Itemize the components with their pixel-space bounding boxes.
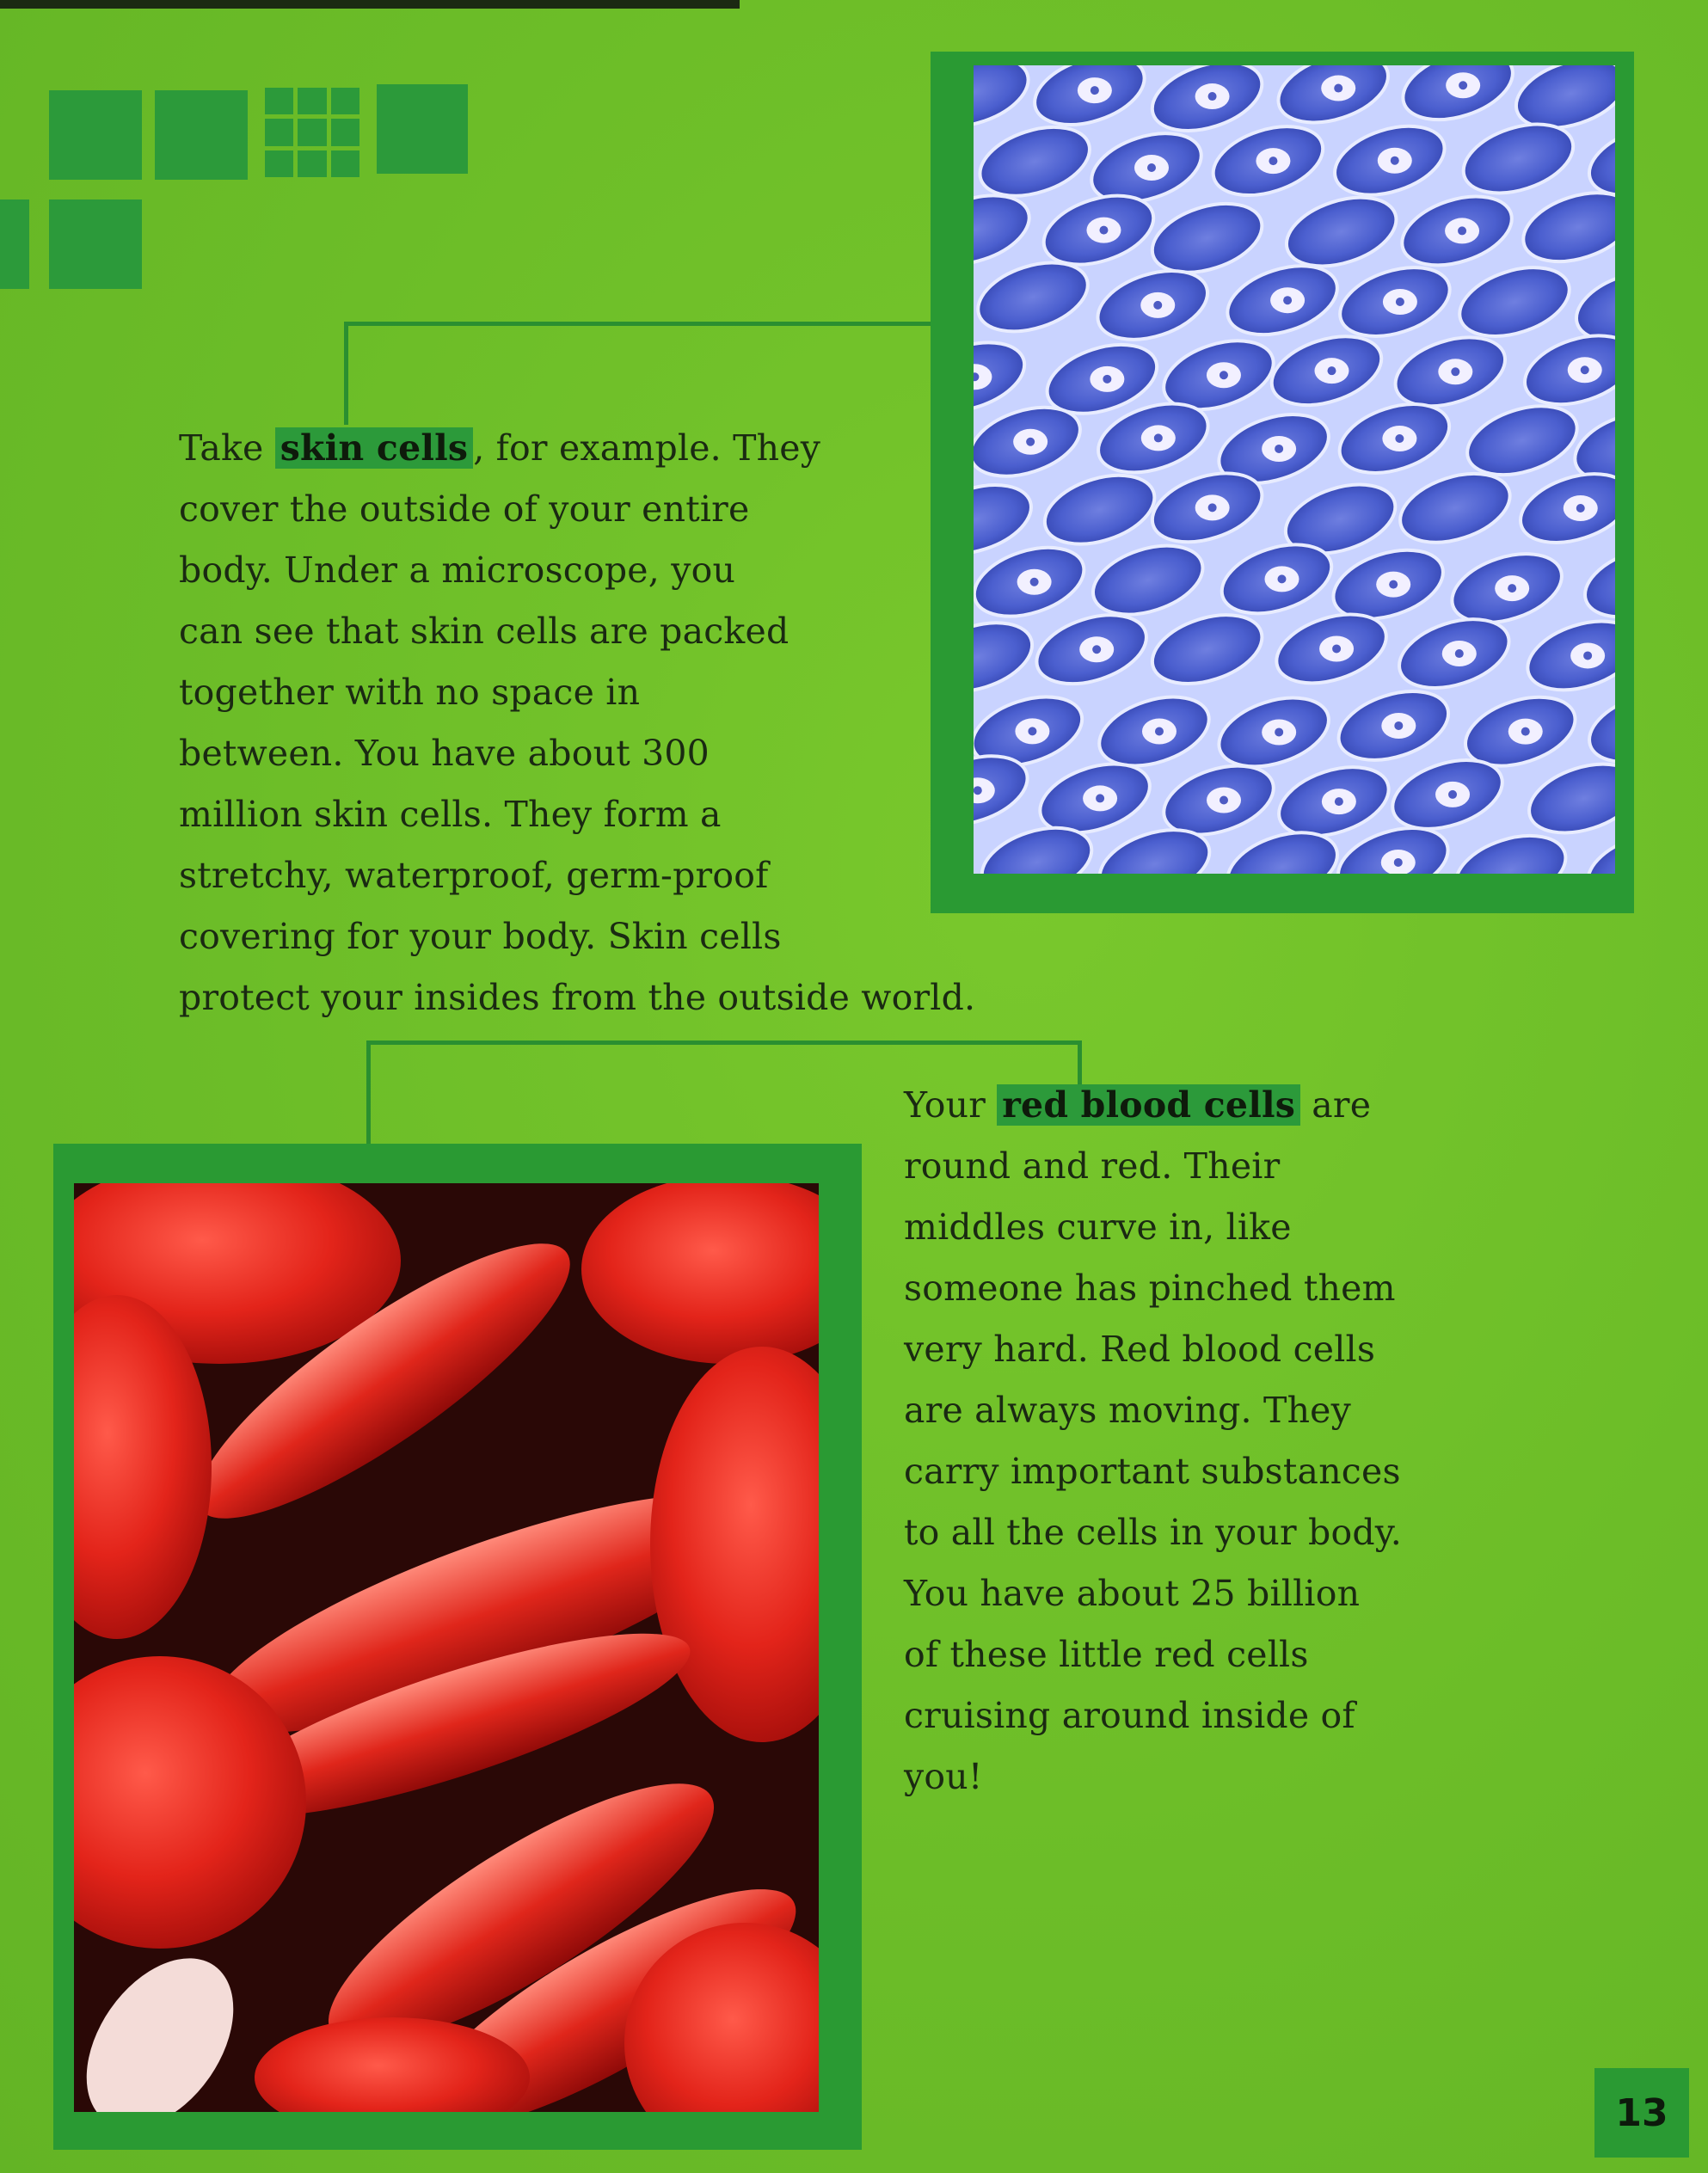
deco-square bbox=[155, 90, 248, 180]
deco-square bbox=[49, 199, 142, 289]
blood-paragraph-line: middles curve in, like bbox=[904, 1206, 1292, 1248]
connector-line bbox=[344, 322, 932, 326]
blood-paragraph-line: cruising around inside of bbox=[904, 1695, 1355, 1736]
connector-line bbox=[344, 322, 348, 425]
skin-paragraph-line bbox=[179, 418, 975, 479]
blood-paragraph-line: carry important substances bbox=[904, 1451, 1401, 1492]
top-edge-shadow bbox=[0, 0, 740, 9]
connector-line bbox=[366, 1040, 371, 1147]
skin-paragraph-line: million skin cells. They form a bbox=[179, 794, 722, 835]
red-blood-cells-photo bbox=[74, 1183, 819, 2112]
skin-paragraph-line: can see that skin cells are packed bbox=[179, 611, 789, 652]
skin-cells-highlight: skin cells bbox=[275, 427, 473, 469]
text-span: Your bbox=[904, 1084, 998, 1126]
text-span: Take bbox=[179, 427, 275, 469]
skin-cells-photo bbox=[974, 65, 1615, 874]
blood-paragraph-line: round and red. Their bbox=[904, 1145, 1281, 1187]
skin-paragraph-line: covering for your body. Skin cells bbox=[179, 916, 782, 957]
skin-paragraph-line: together with no space in bbox=[179, 672, 641, 713]
blood-paragraph-line: You have about 25 billion bbox=[904, 1573, 1361, 1614]
blood-paragraph-line: of these little red cells bbox=[904, 1634, 1309, 1675]
red-blood-cells-highlight: red blood cells bbox=[997, 1084, 1300, 1126]
skin-cells-paragraph bbox=[179, 418, 975, 1028]
blood-paragraph-line: very hard. Red blood cells bbox=[904, 1329, 1376, 1370]
deco-square bbox=[377, 84, 468, 174]
skin-paragraph-line: cover the outside of your entire bbox=[179, 488, 750, 530]
text-span: are bbox=[1300, 1084, 1372, 1126]
page-number: 13 bbox=[1594, 2068, 1689, 2158]
deco-square bbox=[49, 90, 142, 180]
deco-grid-square bbox=[265, 88, 359, 177]
skin-paragraph-line: between. You have about 300 bbox=[179, 733, 710, 774]
blood-paragraph-line: someone has pinched them bbox=[904, 1268, 1396, 1309]
blood-paragraph-line: you! bbox=[904, 1756, 983, 1797]
blood-paragraph-line bbox=[904, 1075, 1402, 1136]
skin-paragraph-line: stretchy, waterproof, germ-proof bbox=[179, 855, 769, 896]
deco-square bbox=[0, 199, 29, 289]
text-span: , for example. They bbox=[473, 427, 821, 469]
skin-paragraph-line: body. Under a microscope, you bbox=[179, 549, 736, 591]
connector-line bbox=[366, 1040, 1082, 1045]
red-blood-cells-paragraph bbox=[904, 1075, 1402, 1808]
skin-paragraph-line: protect your insides from the outside world. bbox=[179, 977, 976, 1018]
blood-paragraph-line: are always moving. They bbox=[904, 1390, 1352, 1431]
blood-paragraph-line: to all the cells in your body. bbox=[904, 1512, 1402, 1553]
